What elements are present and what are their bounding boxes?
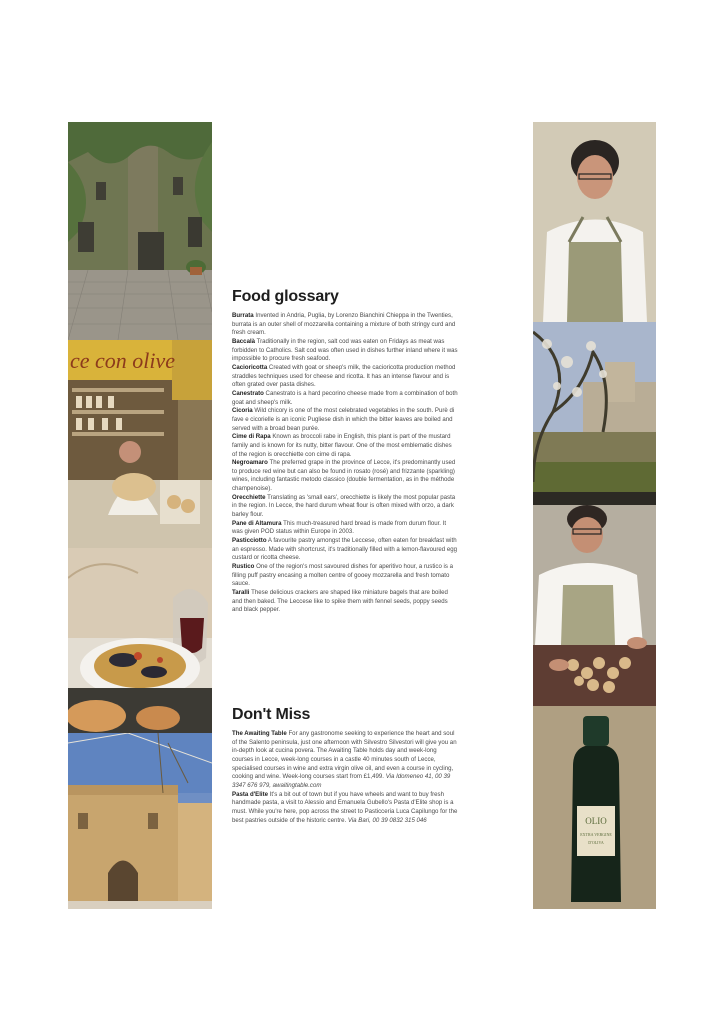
- entry-text: Translating as 'small ears', orecchiette is likely the most popular pasta in the region. In Lecce, the hard durum wheat flour is often mixed with orzo, a dark barley flour.: [232, 493, 456, 519]
- entry-term: Cime di Rapa: [232, 433, 271, 441]
- dont-miss-section: [232, 706, 458, 825]
- entry-text: These delicious crackers are shaped like miniature bagels that are boiled and then baked. The Leccese like to spike them with fennel seeds, poppy seeds and black pepper.: [232, 589, 448, 614]
- photo-cook-orecchiette: [533, 505, 656, 706]
- shop-sign-text: ce con olive: [70, 348, 176, 373]
- entry-term: Orecchiette: [232, 493, 266, 501]
- entry-term: Baccalà: [232, 337, 256, 345]
- entry-term: Negroamaro: [232, 459, 268, 467]
- glossary-entries: [232, 312, 458, 615]
- glossary-entry: [232, 520, 458, 537]
- entry-text: The preferred grape in the province of Lecce, it's predominantly used to produce red wine but can also be found in rosato (rosé) and frizzante (sparkling) wines, including fantastic metodo classico (double fermentation, as in the méthode champenoise).: [232, 459, 456, 493]
- glossary-entry: [232, 494, 458, 520]
- dont-miss-title: Don't Miss: [232, 706, 311, 723]
- entry-text: For any gastronome seeking to experience the heart and soul of the Salento peninsula, just one afternoon with Silvestro Silvestori will give you an in-depth look at cucina povera. The Awaiting Table holds day and week-long courses in Lecce, week-long courses in a castle 40 minutes south of Lecce, specialised courses in wine and extra virgin olive oil, and even a course in cycling, cooking and wine. Week-long courses start from £1,499.: [232, 730, 457, 781]
- entry-text: It's a bit out of town but if you have wheels and want to buy fresh handmade pasta, a visit to Alessio and Emanuela Gubello's Pasta d'Elite shop is a must. While you're here, pop across the street to Pasticceria Luca Capilungo for the best pastries outside of the historic centre.: [232, 790, 458, 824]
- entry-text: Invented in Andria, Puglia, by Lorenzo Bianchini Chieppa in the Twenties, burrata is an outer shell of mozzarella containing a mixture of both stringy curd and fresh cream.: [232, 312, 456, 337]
- entry-text: Canestrato is a hard pecorino cheese made from a combination of both goat and sheep's milk.: [232, 389, 458, 406]
- glossary-entry: [232, 390, 458, 407]
- oil-label-line3: D'OLIVA: [588, 840, 604, 845]
- entry-term: Burrata: [232, 312, 254, 319]
- entry-contact: Via Bari, 00 39 0832 315 046: [347, 816, 427, 824]
- glossary-entry: [232, 312, 458, 338]
- entry-text: A favourite pastry amongst the Leccese, often eaten for breakfast with an espresso. Made with shortcrust, it's traditionally filled with a lemon-flavoured egg custard or ricotta cheese.: [232, 537, 458, 562]
- entry-contact: Via Idomeneo 41, 00 39 3347 676 979, awaitingtable.com: [232, 773, 451, 789]
- entry-text: Wild chicory is one of the most celebrated vegetables in the south. Purè di fave e cicorielle is an iconic Pugliese dish in which the bitter leaves are boiled and served with a broad bean purée.: [232, 407, 455, 432]
- oil-label-line2: EXTRA VERGINE: [580, 832, 612, 837]
- glossary-title: Food glossary: [232, 288, 339, 305]
- glossary-entry: [232, 364, 458, 390]
- entry-term: Pasticciotto: [232, 537, 267, 545]
- entry-term: Pane di Altamura: [232, 519, 282, 527]
- glossary-entry: [232, 537, 458, 563]
- photo-shop-baker: [68, 340, 212, 548]
- entry-text: Known as broccoli rabe in English, this plant is part of the mustard family and is known for its nutty, bitter flavour. One of the most emblematic dishes of the region is orecchiette con cime di rapa.: [232, 433, 452, 458]
- entry-term: Rustico: [232, 563, 255, 571]
- glossary-entry: [232, 563, 458, 589]
- entry-term: Taralli: [232, 589, 250, 596]
- photo-courtyard: [68, 122, 212, 340]
- food-glossary-section: [232, 288, 458, 615]
- glossary-entry: [232, 338, 458, 364]
- photo-olive-oil-bottle: [533, 706, 656, 909]
- entry-term: Cicoria: [232, 407, 253, 415]
- entry-term: Pasta d'Elite: [232, 790, 268, 798]
- glossary-entry: [232, 459, 458, 494]
- photo-pasta-dish: [68, 548, 212, 733]
- oil-label-line1: OLIO: [585, 816, 607, 826]
- entry-term: The Awaiting Table: [232, 730, 287, 737]
- photo-woman-apron: [533, 122, 656, 322]
- entry-text: One of the region's most savoured dishes for aperitivo hour, a rustico is a filling puff pastry encasing a molten centre of gooey mozzarella and fresh tomato sauce.: [232, 563, 454, 588]
- glossary-entry: [232, 433, 458, 459]
- photo-castle: [68, 733, 212, 909]
- entry-text: Traditionally in the region, salt cod was eaten on Fridays as meat was forbidden to Catholics. Salt cod was often used in dishes further inland where it was impossible to procure fresh seafood.: [232, 337, 458, 363]
- glossary-entry: [232, 589, 458, 615]
- entry-term: Canestrato: [232, 389, 264, 397]
- photo-masseria-garden: [533, 322, 656, 505]
- glossary-entry: [232, 730, 458, 791]
- entry-text: Created with goat or sheep's milk, the cacioricotta production method straddles techniques used for cheese and ricotta. It has an intense flavour and is often grated over pasta dishes.: [232, 363, 456, 389]
- dont-miss-entries: [232, 730, 458, 825]
- entry-term: Cacioricotta: [232, 363, 268, 371]
- glossary-entry: [232, 407, 458, 433]
- glossary-entry: [232, 791, 458, 826]
- entry-text: This much-treasured hard bread is made from durum flour. It was given POD status within Europe in 2003.: [232, 519, 447, 536]
